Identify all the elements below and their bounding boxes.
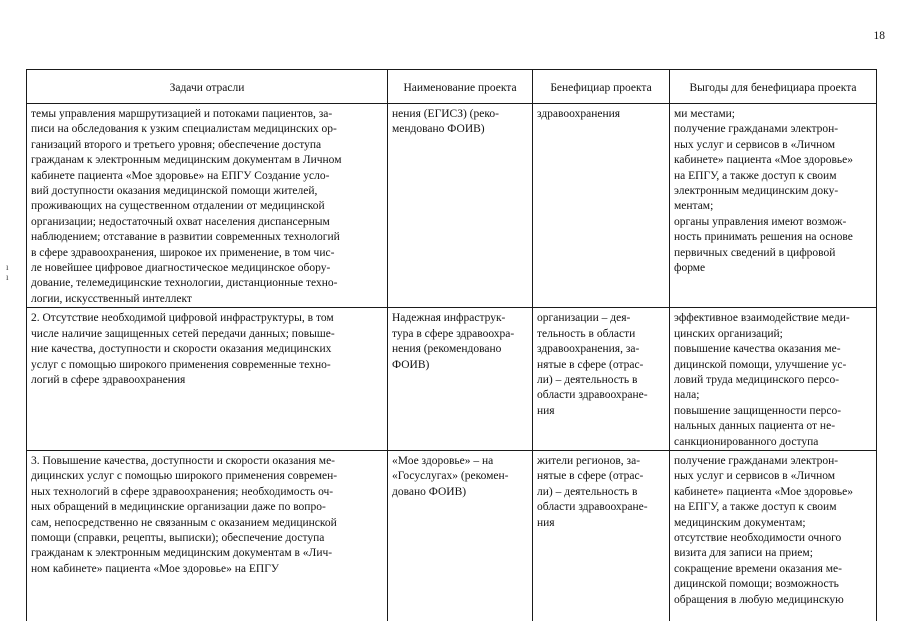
header-project-name: Наименование проекта xyxy=(388,70,533,104)
cell-text-line: форме xyxy=(674,262,706,275)
cell-text-line: электронным медицинским доку- xyxy=(674,185,839,198)
cell-text-line: здравоохранения xyxy=(537,108,621,120)
cell-text-line: мендовано ФОИВ) xyxy=(392,123,485,136)
cell-text-line: ных услуг и сервисов в «Личном xyxy=(674,138,836,151)
cell-text-line: дицинских услуг с помощью широкого применения современ- xyxy=(31,470,338,483)
cell-text-line: повышение защищенности персо- xyxy=(674,404,842,417)
cell-text-line: ли) – деятельность в xyxy=(537,373,638,386)
cell-text-line: на ЕПГУ, а также доступ к своим xyxy=(674,169,837,182)
cell-text-line: на ЕПГУ, а также доступ к своим xyxy=(674,501,837,514)
table-header-row xyxy=(27,70,877,104)
cell-text-line: Надежная инфраструк- xyxy=(392,312,506,325)
cell-text-line: организации – дея- xyxy=(537,312,631,325)
cell-text-line: нения (рекомендовано xyxy=(392,343,502,356)
cell-text-line: числе наличие защищенных сетей передачи данных; повыше- xyxy=(31,327,335,340)
cell-text-line: области здравоохране- xyxy=(537,389,648,402)
cell-text-line: цинских организаций; xyxy=(674,327,783,340)
cell-text-line: эффективное взаимодействие меди- xyxy=(674,312,850,325)
cell-text-line: области здравоохране- xyxy=(537,501,648,514)
cell-text-line: ния xyxy=(537,516,555,529)
cell-text-line: визита для записи на прием; xyxy=(674,547,813,560)
cell-text-line: логий в сфере здравоохранения xyxy=(31,373,186,386)
cell-text-line: наблюдением; отставание в развитии современных технологий xyxy=(31,231,340,244)
cell-text-line: медицинским документам; xyxy=(674,516,806,529)
task-cell xyxy=(27,104,388,308)
cell-text-line: кабинете пациента «Мое здоровье» на ЕПГУ Создание усло- xyxy=(31,169,330,182)
cell-text-line: сам, непосредственно не связанным с оказанием медицинской xyxy=(31,516,337,529)
cell-text-line: ФОИВ) xyxy=(392,358,430,371)
task-cell xyxy=(27,308,388,451)
beneficiary-cell xyxy=(533,308,670,451)
task-cell xyxy=(27,450,388,621)
cell-text-line: организации; недостаточный охват населения диспансерным xyxy=(31,215,330,228)
header-tasks: Задачи отрасли xyxy=(27,70,388,104)
cell-text-line: «Мое здоровье» – на xyxy=(392,454,494,467)
cell-text-line: отсутствие необходимости очного xyxy=(674,531,842,544)
cell-text-line: ных услуг и сервисов в «Личном xyxy=(674,470,836,483)
cell-text-line: ганизаций второго и третьего уровня; обеспечение доступа xyxy=(31,138,322,151)
cell-text-line: первичных сведений в цифровой xyxy=(674,246,836,259)
table-row xyxy=(27,104,877,308)
cell-text-line: тельность в области xyxy=(537,327,636,340)
cell-text-line: санкционированного доступа xyxy=(674,435,819,448)
cell-text-line: дование, телемедицинские технологии, дистанционные техно- xyxy=(31,277,338,290)
cell-text-line: писи на обследования к узким специалистам медицинских ор- xyxy=(31,123,337,136)
cell-text-line: ние качества, доступности и скорости оказания медицинских xyxy=(31,343,332,356)
cell-text-line: довано ФОИВ) xyxy=(392,485,467,498)
cell-text-line: логии, искусственный интеллект xyxy=(31,292,192,305)
cell-text-line: повышение качества оказания ме- xyxy=(674,343,841,356)
cell-text-line: ми местами; xyxy=(674,108,735,120)
cell-text-line: в сфере здравоохранения, широкое их применение, в том чис- xyxy=(31,246,335,259)
cell-text-line: жители регионов, за- xyxy=(537,454,641,467)
cell-text-line: ных обращений в медицинские организации даже по вопро- xyxy=(31,501,326,514)
table-row xyxy=(27,450,877,621)
cell-text-line: органы управления имеют возмож- xyxy=(674,215,847,228)
margin-mark: ı xyxy=(6,262,9,272)
cell-text-line: услуг с помощью широкого применения современные техно- xyxy=(31,358,331,371)
cell-text-line: ловий труда медицинского персо- xyxy=(674,373,840,386)
cell-text-line: получение гражданами электрон- xyxy=(674,123,839,136)
cell-text-line: 3. Повышение качества, доступности и скорости оказания ме- xyxy=(31,454,336,467)
cell-text-line: сокращение времени оказания ме- xyxy=(674,562,842,575)
cell-text-line: нальных данных пациента от не- xyxy=(674,420,836,433)
cell-text-line: нятые в сфере (отрас- xyxy=(537,470,644,483)
cell-text-line: ния xyxy=(537,404,555,417)
cell-text-line: дицинской помощи, улучшение ус- xyxy=(674,358,847,371)
project-cell xyxy=(388,104,533,308)
benefits-cell xyxy=(670,308,877,451)
beneficiary-cell xyxy=(533,450,670,621)
projects-table xyxy=(26,69,877,621)
header-beneficiary: Бенефициар проекта xyxy=(533,70,670,104)
cell-text-line: темы управления маршрутизацией и потоками пациентов, за- xyxy=(31,108,333,120)
cell-text-line: нятые в сфере (отрас- xyxy=(537,358,644,371)
cell-text-line: ность принимать решения на основе xyxy=(674,231,853,244)
cell-text-line: проживающих на существенном отдалении от медицинской xyxy=(31,200,325,213)
cell-text-line: здравоохранения, за- xyxy=(537,343,640,356)
cell-text-line: кабинете» пациента «Мое здоровье» xyxy=(674,485,854,498)
cell-text-line: гражданам к электронным медицинским документам в «Лич- xyxy=(31,547,333,560)
cell-text-line: ных технологий в сфере здравоохранения; необходимость оч- xyxy=(31,485,334,498)
cell-text-line: получение гражданами электрон- xyxy=(674,454,839,467)
cell-text-line: нения (ЕГИСЗ) (реко- xyxy=(392,108,499,120)
cell-text-line: «Госуслугах» (рекомен- xyxy=(392,470,509,483)
cell-text-line: кабинете» пациента «Мое здоровье» xyxy=(674,154,854,167)
benefits-cell xyxy=(670,450,877,621)
cell-text-line: помощи (справки, рецепты, выписки); обеспечение доступа xyxy=(31,531,325,544)
cell-text-line: ном кабинете» пациента «Мое здоровье» на ЕПГУ xyxy=(31,562,279,575)
beneficiary-cell xyxy=(533,104,670,308)
margin-mark: ı xyxy=(6,272,9,282)
project-cell xyxy=(388,308,533,451)
cell-text-line: нала; xyxy=(674,389,700,402)
page-number: 18 xyxy=(873,30,885,42)
cell-text-line: гражданам к электронным медицинским документам в Личном xyxy=(31,154,342,167)
header-benefits: Выгоды для бенефициара проекта xyxy=(670,70,877,104)
cell-text-line: вий доступности оказания медицинской помощи жителей, xyxy=(31,185,318,198)
benefits-cell xyxy=(670,104,877,308)
cell-text-line: 2. Отсутствие необходимой цифровой инфраструктуры, в том xyxy=(31,312,334,325)
project-cell xyxy=(388,450,533,621)
cell-text-line: ле новейшее цифровое диагностическое медицинское обору- xyxy=(31,262,331,275)
cell-text-line: ментам; xyxy=(674,200,714,213)
cell-text-line: ли) – деятельность в xyxy=(537,485,638,498)
cell-text-line: обращения в любую медицинскую xyxy=(674,593,844,606)
cell-text-line: дицинской помощи; возможность xyxy=(674,578,839,591)
margin-marks xyxy=(6,262,9,282)
table-row xyxy=(27,308,877,451)
cell-text-line: тура в сфере здравоохра- xyxy=(392,327,515,340)
